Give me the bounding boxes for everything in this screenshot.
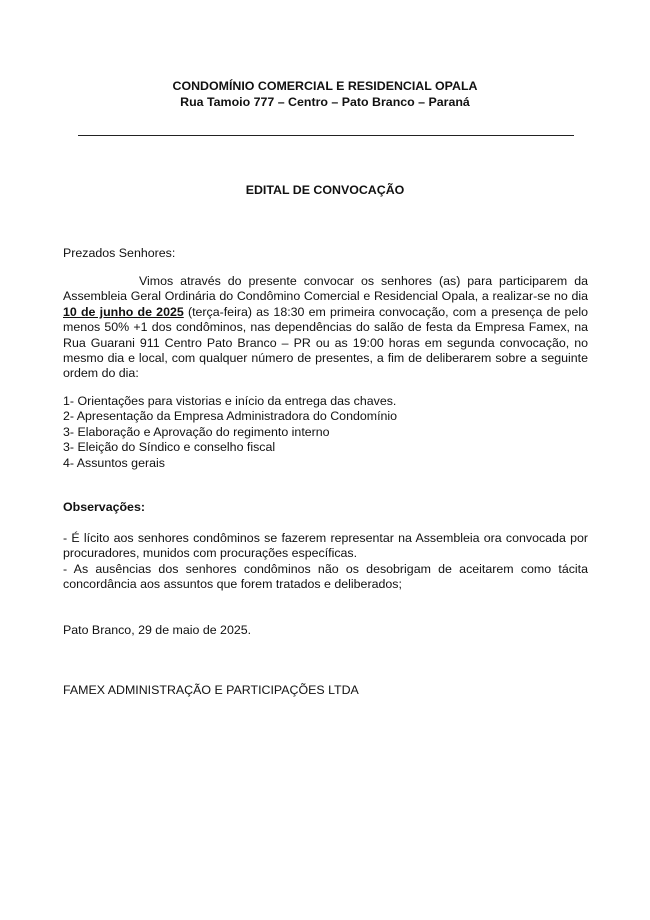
- agenda-item: 4- Assuntos gerais: [63, 455, 165, 470]
- observation-item: - As ausências dos senhores condôminos não os desobrigam de aceitarem como tácita concordância aos assuntos que forem tratados e deliberados;: [63, 561, 588, 592]
- observations-body: [63, 531, 588, 593]
- paragraph-part-1: Vimos através do presente convocar os senhores (as) para participarem da Assembleia Geral Ordinária do Condômino Comercial e Residencial Opala, a realizar-se no dia: [63, 274, 588, 304]
- document-title: EDITAL DE CONVOCAÇÃO: [245, 183, 405, 197]
- salutation: Prezados Senhores:: [63, 246, 176, 260]
- issuing-company: FAMEX ADMINISTRAÇÃO E PARTICIPAÇÕES LTDA: [63, 683, 359, 697]
- agenda-list: [63, 394, 588, 471]
- agenda-item: 3- Eleição do Síndico e conselho fiscal: [63, 440, 276, 455]
- observations-title: Observações:: [63, 500, 145, 514]
- observation-item: - É lícito aos senhores condôminos se fazerem representar na Assembleia ora convocada por procuradores, munidos com procurações específicas.: [63, 531, 588, 561]
- agenda-item: 1- Orientações para vistorias e início da entrega das chaves.: [63, 394, 397, 408]
- condominium-address: Rua Tamoio 777 – Centro – Pato Branco – Paraná: [180, 94, 470, 109]
- convocation-paragraph: [63, 274, 588, 382]
- place-and-date: Pato Branco, 29 de maio de 2025.: [63, 623, 252, 637]
- paragraph-part-2: (terça-feira) as 18:30 em primeira convocação, com a presença de pelo menos 50% +1 dos condôminos, nas dependências do salão de festa da Empresa Famex, na Rua Guarani 911 Centro Pato Branco – PR ou as 19:00 horas em segunda convocação, no mesmo dia e local, com qualquer número de presentes, a fim de deliberarem sobre a seguinte ordem do dia:: [63, 304, 588, 381]
- condominium-name: CONDOMÍNIO COMERCIAL E RESIDENCIAL OPALA: [172, 79, 478, 93]
- meeting-date: 10 de junho de 2025: [63, 304, 184, 319]
- letterhead: [63, 79, 587, 110]
- header-divider: [78, 135, 574, 136]
- agenda-item: 3- Elaboração e Aprovação do regimento interno: [63, 424, 330, 439]
- agenda-item: 2- Apresentação da Empresa Administradora do Condomínio: [63, 409, 398, 424]
